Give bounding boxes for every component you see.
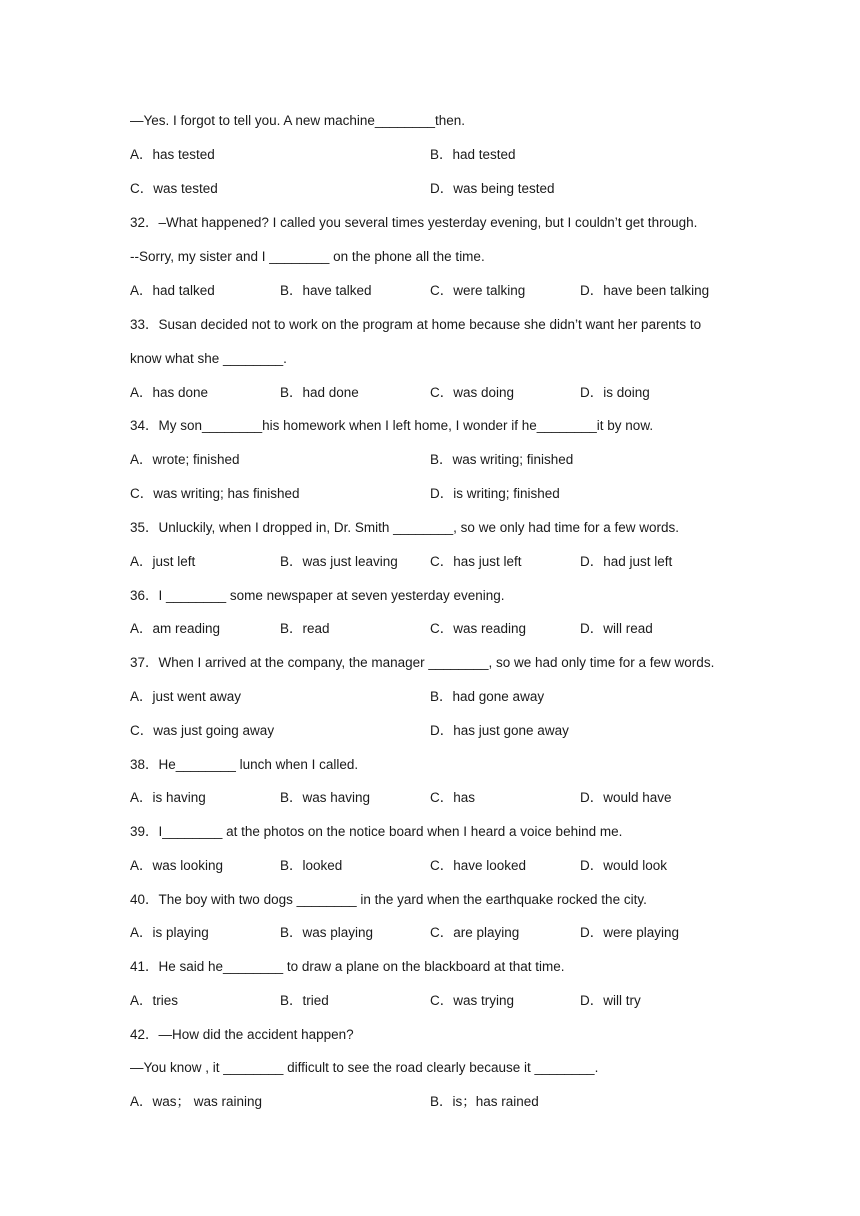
option-row (130, 789, 750, 807)
option-c: C．was doing (430, 385, 515, 400)
question-line: 34．My son________his homework when I left home, I wonder if he________it by now. (130, 418, 654, 433)
option-a: A．wrote; finished (130, 452, 240, 467)
option-d: D．would have (580, 790, 672, 805)
option-a: A．am reading (130, 621, 221, 636)
option-c: C．has (430, 790, 476, 805)
option-b: B．was writing; finished (430, 452, 574, 467)
option-b: B．read (280, 621, 330, 636)
option-row (130, 857, 750, 875)
option-c: C．has just left (430, 554, 522, 569)
option-d: D．is writing; finished (430, 486, 560, 501)
option-a: A．just left (130, 554, 196, 569)
option-b: B．was having (280, 790, 371, 805)
option-d: D．will try (580, 993, 641, 1008)
question-line: know what she ________. (130, 351, 287, 366)
option-b: B．was playing (280, 925, 374, 940)
question-line: 32．–What happened? I called you several times yesterday evening, but I couldn’t get through. (130, 215, 698, 230)
option-row (130, 924, 750, 942)
option-row (130, 620, 750, 638)
option-d: D．have been talking (580, 283, 710, 298)
option-c: C．was just going away (130, 723, 275, 738)
option-b: B．was just leaving (280, 554, 398, 569)
option-a: A．is having (130, 790, 206, 805)
question-line: 42．—How did the accident happen? (130, 1027, 354, 1042)
option-d: D．would look (580, 858, 668, 873)
option-b: B．had tested (430, 147, 516, 162)
option-c: C．was tested (130, 181, 218, 196)
option-row (130, 553, 750, 571)
option-a: A．has tested (130, 147, 215, 162)
option-c: C．was writing; has finished (130, 486, 300, 501)
option-row (130, 180, 750, 198)
option-b: B．tried (280, 993, 329, 1008)
option-c: C．are playing (430, 925, 520, 940)
option-c: C．was trying (430, 993, 515, 1008)
option-a: A．had talked (130, 283, 215, 298)
option-a: A．was looking (130, 858, 224, 873)
question-line: 37．When I arrived at the company, the manager ________, so we had only time for a few words. (130, 655, 715, 670)
option-row (130, 384, 750, 402)
option-b: B．is；has rained (430, 1094, 539, 1109)
option-a: A．was； was raining (130, 1094, 263, 1109)
option-row (130, 992, 750, 1010)
question-line: 35．Unluckily, when I dropped in, Dr. Smith ________, so we only had time for a few words. (130, 520, 680, 535)
question-line: —You know , it ________ difficult to see the road clearly because it ________. (130, 1060, 599, 1075)
option-row (130, 485, 750, 503)
option-d: D．will read (580, 621, 653, 636)
option-d: D．has just gone away (430, 723, 569, 738)
option-b: B．had done (280, 385, 359, 400)
question-line: —Yes. I forgot to tell you. A new machine________then. (130, 113, 465, 128)
option-d: D．was being tested (430, 181, 555, 196)
option-a: A．just went away (130, 689, 242, 704)
option-a: A．tries (130, 993, 179, 1008)
question-line: 39．I________ at the photos on the notice board when I heard a voice behind me. (130, 824, 623, 839)
question-line: 36．I ________ some newspaper at seven yesterday evening. (130, 588, 505, 603)
question-line: 38．He________ lunch when I called. (130, 757, 359, 772)
option-row (130, 451, 750, 469)
question-line: 41．He said he________ to draw a plane on the blackboard at that time. (130, 959, 565, 974)
option-d: D．had just left (580, 554, 673, 569)
question-line: 40．The boy with two dogs ________ in the yard when the earthquake rocked the city. (130, 892, 647, 907)
option-b: B．looked (280, 858, 343, 873)
question-line: 33．Susan decided not to work on the program at home because she didn’t want her parents to (130, 317, 702, 332)
option-d: D．is doing (580, 385, 650, 400)
option-row (130, 1093, 750, 1111)
option-b: B．had gone away (430, 689, 545, 704)
option-b: B．have talked (280, 283, 372, 298)
option-c: C．was reading (430, 621, 527, 636)
option-row (130, 688, 750, 706)
option-d: D．were playing (580, 925, 680, 940)
option-a: A．has done (130, 385, 209, 400)
question-line: --Sorry, my sister and I ________ on the phone all the time. (130, 249, 485, 264)
option-row (130, 722, 750, 740)
option-row (130, 146, 750, 164)
option-a: A．is playing (130, 925, 209, 940)
option-c: C．have looked (430, 858, 527, 873)
option-row (130, 282, 750, 300)
option-c: C．were talking (430, 283, 526, 298)
